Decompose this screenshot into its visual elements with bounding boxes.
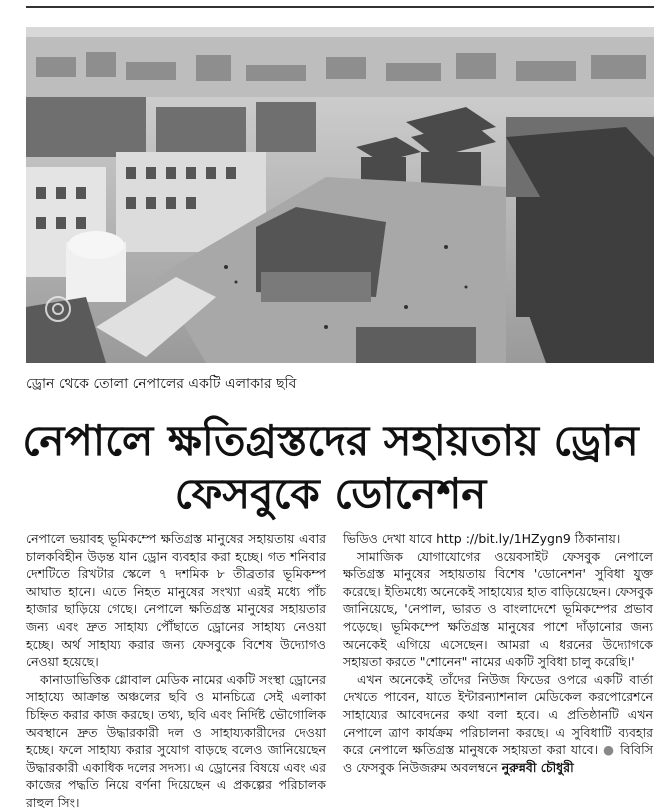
headline-line-2: ফেসবুকে ডোনেশন [174,469,487,518]
right-paragraph-3 [343,671,653,777]
right-paragraph-3-text: এখন অনেকেই তাঁদের নিউজ ফিডের ওপরে একটি বার্তা দেখতে পাবেন, যাতে ইন্টারন্যাশনাল মেডিকেল করপোরেশনে সাহায্যের আবেদনের কথা বলা হবে। এ প্রতিষ্ঠানটি এখন নেপালে ত্রাণ কার্যক্রম পরিচালনা করছে। এ সুবিধাটি ব্যবহার করে নেপালে ক্ষতিগ্রস্ত মানুষকে সহায়তা করা যাবে। [343,671,653,758]
top-rule [26,6,654,8]
headline-line-1: নেপালে ক্ষতিগ্রস্তদের সহায়তায় ড্রোন [22,416,639,465]
article-photo [26,27,654,363]
byline: নুরুন্নবী চৌধুরী [501,759,574,775]
source-credit: বিবিসি ও ফেসবুক নিউজরুম অবলম্বনে [343,742,653,775]
right-paragraph-2: সামাজিক যোগাযোগের ওয়েবসাইট ফেসবুক নেপালে ক্ষতিগ্রস্ত মানুষের সহায়তায় বিশেষ 'ডোনেশন' সুবিধা যুক্ত করেছে। ইতিমধ্যে অনেকেই সাহায্যের হাত বাড়িয়েছেন। ফেসবুক জানিয়েছে, 'নেপাল, ভারত ও বাংলাদেশে ভূমিকম্পের প্রভাব পড়েছে। ভূমিকম্পে ক্ষতিগ্রস্ত মানুষের পাশে দাঁড়ানোর জন্য অনেকেই এগিয়ে এসেছেন। আমরা এ ধরনের উদ্যোগকে সহায়তা করতে "শোনেন" নামের একটি সুবিধা চালু করেছি।' [343,548,653,670]
photo-caption: ড্রোন থেকে তোলা নেপালের একটি এলাকার ছবি [26,376,297,392]
aerial-city-photo [26,27,654,363]
bullet-icon: ● [603,742,616,758]
left-column [26,530,326,812]
left-paragraph-1: নেপালে ভয়াবহ ভূমিকম্পে ক্ষতিগ্রস্ত মানুষের সহায়তায় এবার চালকবিহীন উড়ন্ত যান ড্রোন ব্যবহার করা হচ্ছে। গত শনিবার দেশটিতে রিখটার স্কেলে ৭ দশমিক ৮ তীব্রতার ভূমিকম্প আঘাত হানে। এতে নিহত মানুষের সংখ্যা এরই মধ্যে পাঁচ হাজার ছাড়িয়ে গেছে। নেপালে ক্ষতিগ্রস্ত মানুষের সহায়তার জন্য এবং দ্রুত সাহায্য পৌঁছাতে ড্রোনের সাহায্য নেওয়া হচ্ছে। অর্থ সাহায্য করার জন্য ফেসবুকে বিশেষ উদ্যোগও নেওয়া হয়েছে। [26,531,326,670]
left-paragraph-2: কানাডাভিত্তিক গ্লোবাল মেডিক নামের একটি সংস্থা ড্রোনের সাহায্যে আক্রান্ত অঞ্চলের ছবি ও মানচিত্রে সেই এলাকা চিহ্নিত করার কাজ করছে। তথ্য, ছবি এবং নির্দিষ্ট ভৌগোলিক অবস্থানে দ্রুত উদ্ধারকারী দল ও সাহায্যকারীদের দেওয়া হচ্ছে। ফলে সাহায্য করার সুযোগ বাড়ছে বলেও জানিয়েছেন উদ্ধারকারী একাধিক দলের সদস্য। এ ড্রোনের বিষয়ে এবং এর কাজের পদ্ধতি নিয়ে বর্ণনা দিয়েছেন এ প্রকল্পের পরিচালক রাহুল সিং। [26,671,326,810]
right-column [343,530,653,776]
right-paragraph-1: ভিডিও দেখা যাবে http ://bit.ly/1HZygn9 ঠিকানায়। [343,531,621,546]
